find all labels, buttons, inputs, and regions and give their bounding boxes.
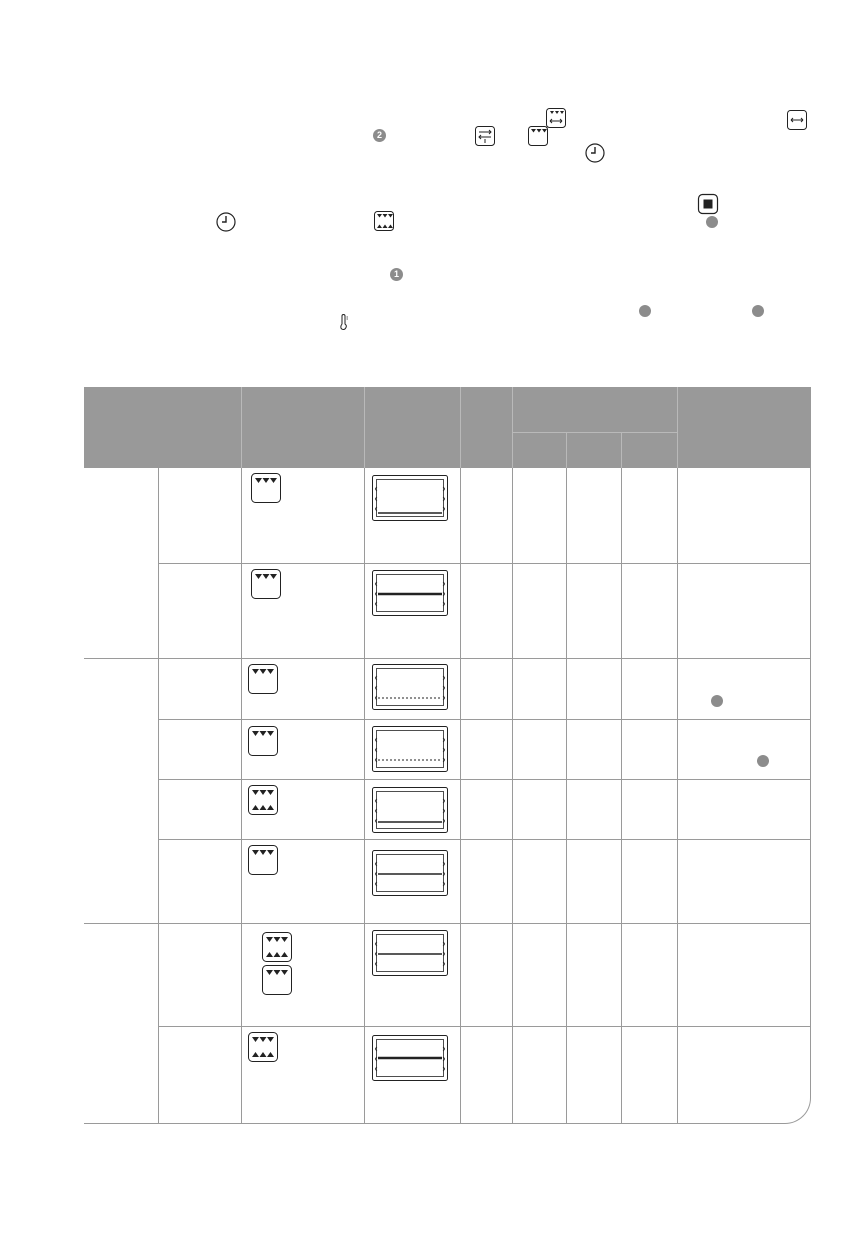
upper-heat-icon <box>528 126 548 146</box>
upper-heat-icon <box>251 569 281 599</box>
grey-dot-icon <box>639 305 651 317</box>
table-corner <box>783 1096 811 1124</box>
shelf-level-2-icon <box>372 570 448 616</box>
thermometer-icon <box>339 314 349 330</box>
upper-heat-icon <box>262 965 292 995</box>
upper-heat-icon <box>248 845 278 875</box>
grey-dot-icon <box>757 755 769 767</box>
upper-heat-icon <box>251 473 281 503</box>
shelf-rack-low-icon <box>372 664 448 710</box>
stop-icon <box>698 194 718 214</box>
timer-icon <box>585 143 605 163</box>
shelf-level-1-icon <box>372 787 448 833</box>
callout-two: 2 <box>373 129 386 142</box>
table-header <box>84 387 811 468</box>
fan-arrow-icon <box>787 110 807 130</box>
upper-lower-heat-icon <box>262 932 292 962</box>
grill-fan-icon <box>475 126 495 146</box>
upper-lower-heat-icon <box>248 785 278 815</box>
upper-lower-heat-icon <box>374 211 394 231</box>
shelf-level-2-icon <box>372 850 448 896</box>
shelf-rack-low-icon <box>372 726 448 772</box>
upper-heat-icon <box>248 726 278 756</box>
shelf-level-1-icon <box>372 475 448 521</box>
cooking-table <box>84 387 811 1124</box>
callout-one: 1 <box>390 268 403 281</box>
shelf-level-2-icon <box>372 930 448 976</box>
grey-dot-icon <box>706 216 718 228</box>
grey-dot-icon <box>752 305 764 317</box>
shelf-level-2-bold-icon <box>372 1035 448 1081</box>
upper-heat-icon <box>248 664 278 694</box>
timer-icon <box>216 212 236 232</box>
upper-lower-heat-fan-icon <box>546 108 566 128</box>
grey-dot-icon <box>711 695 723 707</box>
upper-lower-heat-icon <box>248 1032 278 1062</box>
